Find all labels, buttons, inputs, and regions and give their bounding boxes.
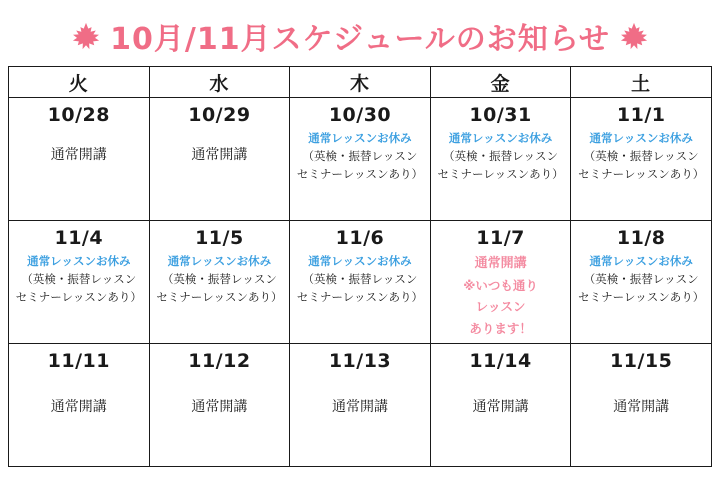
- day-number: 11/7: [476, 227, 525, 249]
- day-note-line: （英検・振替レッスン: [583, 148, 699, 163]
- day-notes: [150, 249, 290, 306]
- day-note-line: セミナーレッスンあり）: [156, 289, 283, 304]
- day-notes: [571, 372, 711, 418]
- day-cell: [149, 221, 290, 344]
- day-cell: [430, 221, 571, 344]
- day-note-line: セミナーレッスンあり）: [578, 166, 705, 181]
- day-note-line: 通常レッスンお休み: [589, 131, 693, 145]
- day-cell: [149, 98, 290, 221]
- day-note-line: 通常レッスンお休み: [27, 254, 131, 268]
- day-number: 10/30: [328, 104, 392, 126]
- day-note-line: 通常レッスンお休み: [167, 254, 272, 268]
- maple-leaf-icon: [72, 22, 100, 50]
- day-note-line: 通常開講: [331, 399, 388, 415]
- day-note-line: セミナーレッスンあり）: [437, 166, 564, 181]
- day-number: 10/28: [47, 104, 110, 126]
- day-note-line: 通常レッスンお休み: [589, 254, 693, 268]
- day-note-line: レッスン: [475, 299, 526, 315]
- day-number: 11/5: [195, 227, 244, 249]
- day-note-line: 通常開講: [191, 147, 248, 163]
- day-notes: [150, 126, 290, 166]
- day-number: 11/8: [616, 227, 666, 249]
- calendar-wrapper: [0, 66, 720, 467]
- day-notes: [431, 372, 571, 418]
- day-note-line: 通常開講: [191, 399, 248, 415]
- day-notes: [431, 126, 571, 183]
- day-notes: [9, 372, 149, 418]
- day-note-line: （英検・振替レッスン: [302, 271, 418, 286]
- day-cell: [571, 98, 712, 221]
- day-number: 11/13: [328, 350, 392, 372]
- day-number: 11/12: [188, 350, 251, 372]
- column-header-fri: 金: [430, 67, 571, 98]
- day-note-line: （英検・振替レッスン: [302, 148, 418, 163]
- day-notes: [9, 249, 149, 306]
- day-notes: [571, 249, 711, 306]
- day-note-line: 通常レッスンお休み: [308, 254, 412, 268]
- day-cell: [290, 221, 431, 344]
- day-notes: [150, 372, 290, 418]
- day-note-line: 通常開講: [474, 256, 527, 271]
- day-note-line: あります！: [469, 320, 532, 336]
- day-cell: [9, 98, 150, 221]
- column-header-wed: 水: [149, 67, 290, 98]
- table-row: [9, 221, 712, 344]
- day-number: 11/11: [47, 350, 110, 372]
- day-notes: [290, 372, 430, 418]
- day-number: 11/4: [54, 227, 104, 249]
- column-header-tue: 火: [9, 67, 150, 98]
- column-header-thu: 木: [290, 67, 431, 98]
- column-header-sat: 土: [571, 67, 712, 98]
- day-notes: [290, 249, 430, 306]
- day-note-line: セミナーレッスンあり）: [578, 289, 705, 304]
- day-number: 10/29: [188, 104, 251, 126]
- table-row: [9, 344, 712, 467]
- day-note-line: 通常開講: [50, 399, 107, 415]
- day-note-line: セミナーレッスンあり）: [15, 289, 142, 304]
- day-notes: [9, 126, 149, 166]
- day-cell: [9, 344, 150, 467]
- day-number: 10/31: [469, 104, 532, 126]
- day-number: 11/1: [616, 104, 666, 126]
- day-note-line: 通常開講: [613, 399, 670, 415]
- day-note-line: ※いつも通り: [463, 278, 538, 294]
- page-title: [0, 0, 720, 66]
- day-note-line: （英検・振替レッスン: [583, 271, 699, 286]
- day-note-line: （英検・振替レッスン: [443, 148, 559, 163]
- day-note-line: 通常開講: [472, 399, 529, 415]
- day-note-line: セミナーレッスンあり）: [296, 289, 424, 304]
- maple-leaf-icon: [620, 22, 648, 50]
- day-notes: [571, 126, 711, 183]
- day-number: 11/6: [335, 227, 385, 249]
- day-cell: [430, 98, 571, 221]
- day-cell: [571, 344, 712, 467]
- day-cell: [290, 98, 431, 221]
- day-note-line: （英検・振替レッスン: [161, 271, 277, 286]
- day-cell: [571, 221, 712, 344]
- day-cell: [430, 344, 571, 467]
- page-title-text: 10月/11月スケジュールのお知らせ: [110, 22, 610, 57]
- day-note-line: セミナーレッスンあり）: [296, 166, 424, 181]
- day-cell: [9, 221, 150, 344]
- day-note-line: 通常レッスンお休み: [448, 131, 553, 145]
- table-row: [9, 98, 712, 221]
- day-note-line: （英検・振替レッスン: [21, 271, 137, 286]
- day-notes: [290, 126, 430, 183]
- day-cell: [290, 344, 431, 467]
- table-header-row: [9, 67, 712, 98]
- day-note-line: 通常開講: [50, 147, 107, 163]
- day-number: 11/15: [610, 350, 673, 372]
- day-cell: [149, 344, 290, 467]
- schedule-table: [8, 66, 712, 467]
- day-number: 11/14: [469, 350, 532, 372]
- day-note-line: 通常レッスンお休み: [308, 131, 412, 145]
- day-notes: [431, 249, 571, 339]
